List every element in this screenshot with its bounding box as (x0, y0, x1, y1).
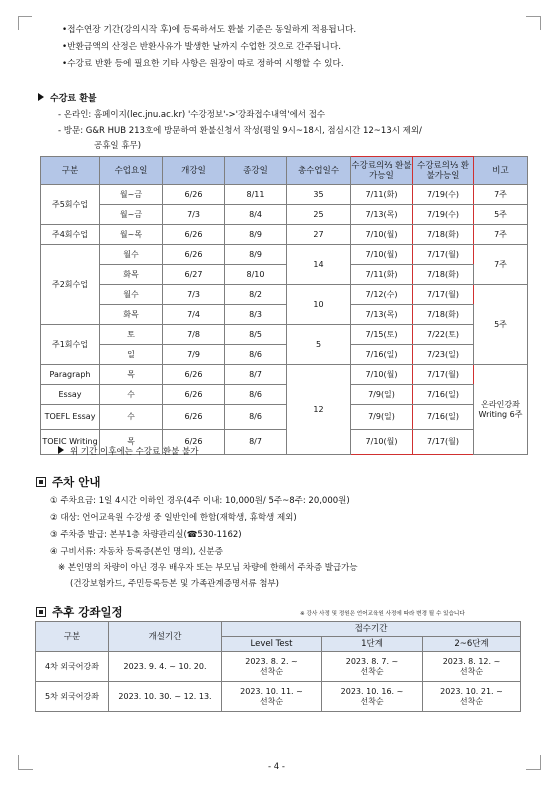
end-cell: 8/6 (225, 345, 287, 365)
refund-one-third-cell: 7/17(월) (413, 245, 474, 265)
group-cell: 주5회수업 (41, 185, 100, 225)
refund-two-thirds-cell: 7/10(월) (351, 225, 413, 245)
refund-footnote: 위 기간 이후에는 수강료 환불 불가 (58, 445, 198, 457)
end-cell: 8/4 (225, 205, 287, 225)
end-cell: 8/10 (225, 265, 287, 285)
day-cell: 수 (100, 385, 163, 405)
period-cell: 2023. 9. 4. ~ 10. 20. (109, 652, 222, 682)
remark-cell: 5주 (474, 205, 528, 225)
start-cell: 6/26 (163, 245, 225, 265)
schedule-title: 추후 강좌일정 (36, 604, 123, 620)
triangle-bullet-icon (38, 93, 44, 101)
end-cell: 8/9 (225, 225, 287, 245)
header-cell: 구분 (41, 157, 100, 185)
header-cell: 1단계 (322, 637, 423, 652)
total-cell: 12 (287, 365, 351, 455)
day-cell: 목 (100, 430, 163, 455)
total-cell: 35 (287, 185, 351, 205)
day-cell: 월~금 (100, 185, 163, 205)
table-header-row (36, 622, 521, 637)
schedule-disclaimer: ※ 강사 사정 및 정원은 언어교육원 사정에 따라 변경 될 수 있습니다 (300, 611, 465, 617)
crop-mark (18, 755, 33, 770)
square-bullet-icon (36, 607, 46, 617)
crop-mark (18, 16, 33, 30)
refund-one-third-cell: 7/16(일) (413, 405, 474, 430)
total-cell: 5 (287, 325, 351, 365)
refund-one-third-cell: 7/17(월) (413, 365, 474, 385)
group-cell: 주2회수업 (41, 245, 100, 325)
day-cell: 목 (100, 365, 163, 385)
day-cell: 수 (100, 405, 163, 430)
table-row (41, 405, 528, 430)
stage2-cell: 2023. 10. 21. ~ 선착순 (423, 682, 521, 712)
square-bullet-icon (36, 477, 46, 487)
end-cell: 8/2 (225, 285, 287, 305)
day-cell: 화목 (100, 305, 163, 325)
end-cell: 8/6 (225, 385, 287, 405)
day-cell: 화목 (100, 265, 163, 285)
start-cell: 7/9 (163, 345, 225, 365)
day-cell: 월수 (100, 245, 163, 265)
end-cell: 8/6 (225, 405, 287, 430)
stage2-cell: 2023. 8. 12. ~ 선착순 (423, 652, 521, 682)
refund-one-third-cell: 7/17(월) (413, 285, 474, 305)
remark-cell: 7주 (474, 245, 528, 285)
day-cell: 토 (100, 325, 163, 345)
refund-one-third-cell: 7/22(토) (413, 325, 474, 345)
refund-online: - 온라인: 홈페이지(lec.jnu.ac.kr) '수강정보'->'강좌접수내역'에서 접수 (58, 110, 326, 120)
day-cell: 월~목 (100, 225, 163, 245)
header-cell: 수강료의⅔ 환불가능일 (351, 157, 413, 185)
crop-mark (526, 16, 541, 30)
remark-cell: 7주 (474, 225, 528, 245)
refund-one-third-cell: 7/18(화) (413, 305, 474, 325)
refund-one-third-cell: 7/19(수) (413, 205, 474, 225)
end-cell: 8/7 (225, 365, 287, 385)
refund-one-third-cell: 7/17(월) (413, 430, 474, 455)
refund-one-third-cell: 7/16(일) (413, 385, 474, 405)
end-cell: 8/5 (225, 325, 287, 345)
refund-two-thirds-cell: 7/10(월) (351, 245, 413, 265)
refund-one-third-cell: 7/23(일) (413, 345, 474, 365)
start-cell: 7/8 (163, 325, 225, 345)
refund-two-thirds-cell: 7/13(목) (351, 305, 413, 325)
refund-two-thirds-cell: 7/11(화) (351, 185, 413, 205)
page-number: - 4 - (268, 762, 285, 772)
start-cell: 6/26 (163, 365, 225, 385)
header-cell: 접수기간 (222, 622, 521, 637)
note-line: •반환금액의 산정은 반환사유가 발생한 날까지 수업한 것으로 간주됩니다. (62, 42, 341, 52)
group-cell: 주1회수업 (41, 325, 100, 365)
level-test-cell: 2023. 8. 2. ~ 선착순 (222, 652, 322, 682)
start-cell: 6/26 (163, 430, 225, 455)
header-cell: 구분 (36, 622, 109, 652)
group-cell: Essay (41, 385, 100, 405)
refund-two-thirds-cell: 7/9(일) (351, 405, 413, 430)
refund-one-third-cell: 7/18(화) (413, 265, 474, 285)
header-cell: 비고 (474, 157, 528, 185)
total-cell: 25 (287, 205, 351, 225)
refund-two-thirds-cell: 7/10(월) (351, 365, 413, 385)
end-cell: 8/3 (225, 305, 287, 325)
refund-one-third-cell: 7/18(화) (413, 225, 474, 245)
group-cell: Paragraph (41, 365, 100, 385)
table-row (41, 365, 528, 385)
refund-table (40, 156, 528, 455)
end-cell: 8/11 (225, 185, 287, 205)
start-cell: 6/26 (163, 385, 225, 405)
start-cell: 6/27 (163, 265, 225, 285)
parking-item: ③ 주차증 발급: 본부1층 차량관리실(☎530-1162) (50, 530, 242, 540)
start-cell: 6/26 (163, 405, 225, 430)
refund-title: 수강료 환불 (38, 91, 97, 104)
level-test-cell: 2023. 10. 11. ~ 선착순 (222, 682, 322, 712)
course-name-cell: 4차 외국어강좌 (36, 652, 109, 682)
refund-two-thirds-cell: 7/9(일) (351, 385, 413, 405)
table-header-row (41, 157, 528, 185)
header-cell: 수강료의⅓ 환불가능일 (413, 157, 474, 185)
remark-cell: 7주 (474, 185, 528, 205)
header-cell: 개강일 (163, 157, 225, 185)
table-row (41, 205, 528, 225)
day-cell: 월~금 (100, 205, 163, 225)
refund-two-thirds-cell: 7/10(월) (351, 430, 413, 455)
table-row (41, 345, 528, 365)
header-cell: Level Test (222, 637, 322, 652)
period-cell: 2023. 10. 30. ~ 12. 13. (109, 682, 222, 712)
day-cell: 월수 (100, 285, 163, 305)
start-cell: 7/3 (163, 285, 225, 305)
parking-item: ② 대상: 언어교육원 수강생 중 일반인에 한함(재학생, 휴학생 제외) (50, 513, 297, 523)
total-cell: 27 (287, 225, 351, 245)
start-cell: 7/4 (163, 305, 225, 325)
refund-two-thirds-cell: 7/16(일) (351, 345, 413, 365)
day-cell: 일 (100, 345, 163, 365)
triangle-bullet-icon (58, 446, 64, 454)
header-cell: 수업요일 (100, 157, 163, 185)
table-row (41, 245, 528, 265)
refund-one-third-cell: 7/19(수) (413, 185, 474, 205)
start-cell: 6/26 (163, 225, 225, 245)
refund-two-thirds-cell: 7/15(토) (351, 325, 413, 345)
refund-visit: - 방문: G&R HUB 213호에 방문하여 환불신청서 작성(평일 9시~18시, 점심시간 12~13시 제외/ (58, 126, 422, 136)
remark-cell: 5주 (474, 285, 528, 365)
table-row (41, 185, 528, 205)
header-cell: 종강일 (225, 157, 287, 185)
header-cell: 개설기간 (109, 622, 222, 652)
group-cell: 주4회수업 (41, 225, 100, 245)
parking-item: ④ 구비서류: 자동차 등록증(본인 명의), 신분증 (50, 547, 223, 557)
table-row (41, 225, 528, 245)
end-cell: 8/7 (225, 430, 287, 455)
note-line: •접수연장 기간(강의시작 후)에 등록하셔도 환불 기준은 동일하게 적용됩니다. (62, 25, 357, 35)
parking-note: (건강보험카드, 주민등록등본 및 가족관계증명서류 첨부) (70, 579, 279, 589)
table-row (41, 265, 528, 285)
parking-title: 주차 안내 (36, 474, 100, 490)
total-cell: 10 (287, 285, 351, 325)
remark-cell: 온라인강좌 Writing 6주 (474, 365, 528, 455)
parking-note: ※ 본인명의 차량이 아닌 경우 배우자 또는 부모님 차량에 한해서 주차증 발급가능 (58, 563, 358, 573)
table-row (41, 385, 528, 405)
stage1-cell: 2023. 8. 7. ~ 선착순 (322, 652, 423, 682)
start-cell: 7/3 (163, 205, 225, 225)
refund-visit-cont: 공휴일 휴무) (94, 141, 142, 151)
total-cell: 14 (287, 245, 351, 285)
table-row (41, 285, 528, 305)
schedule-table (35, 621, 521, 712)
table-row (36, 682, 521, 712)
group-cell: TOEIC Writing (41, 430, 100, 455)
table-row (36, 652, 521, 682)
refund-two-thirds-cell: 7/11(화) (351, 265, 413, 285)
crop-mark (526, 755, 541, 770)
course-name-cell: 5차 외국어강좌 (36, 682, 109, 712)
note-line: •수강료 반환 등에 필요한 기타 사항은 원장이 따로 정하여 시행할 수 있다. (62, 59, 344, 69)
table-row (41, 305, 528, 325)
group-cell: TOEFL Essay (41, 405, 100, 430)
refund-two-thirds-cell: 7/13(목) (351, 205, 413, 225)
parking-item: ① 주차요금: 1일 4시간 이하인 경우(4주 이내: 10,000원/ 5주~8주: 20,000원) (50, 496, 350, 506)
header-cell: 총수업일수 (287, 157, 351, 185)
table-row (41, 325, 528, 345)
start-cell: 6/26 (163, 185, 225, 205)
refund-two-thirds-cell: 7/12(수) (351, 285, 413, 305)
stage1-cell: 2023. 10. 16. ~ 선착순 (322, 682, 423, 712)
end-cell: 8/9 (225, 245, 287, 265)
header-cell: 2~6단계 (423, 637, 521, 652)
